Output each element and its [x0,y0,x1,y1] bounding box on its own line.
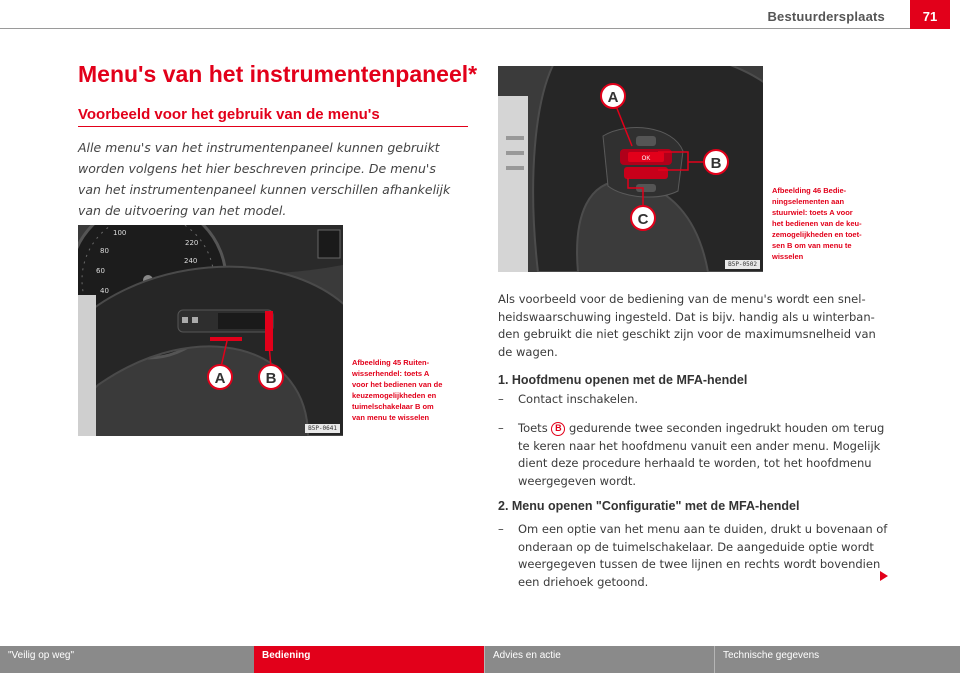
callout-b: B [265,370,277,387]
step-line: Om een optie van het menu aan te duiden, drukt u bovenaan of [518,522,888,536]
intro-line: van de uitvoering van het model. [78,203,287,218]
caption-line: zemogelijkheden en toet- [772,230,862,239]
step-text [518,420,893,490]
header-rule [0,28,910,29]
gauge-tick-label: 220 [185,239,199,247]
step-text: Contact inschakelen. [518,392,639,406]
figure-46-caption [772,185,882,262]
gauge-tick-label: 100 [113,229,127,237]
key-b-icon: B [551,422,565,436]
paragraph-line: den gebruikt die niet geschikt zijn voor de maximumsnelheid van [498,327,876,341]
intro-line: van het instrumentenpaneel kunnen verschillen afhankelijk [78,182,451,197]
step-line: te keren naar het hoofdmenu vanuit een ander menu. Mogelijk [518,438,881,453]
gauge-tick-label: 40 [100,287,109,295]
subtitle-rule [78,126,468,127]
figure-45-caption [352,357,462,423]
paragraph-line: de wagen. [498,344,558,359]
step-prefix: Toets [518,421,548,435]
step-line: weergegeven wordt. [518,473,637,488]
step-line: onderaan op de tuimelschakelaar. De aangeduide optie wordt [518,539,874,554]
intro-line: worden volgens het hier beschreven principe. De menu's [78,161,436,176]
figure-id: B5P-0641 [305,424,340,433]
figure-45-illustration [78,225,343,436]
step-heading-2: 2. Menu openen "Configuratie" met de MFA-hendel [498,499,800,513]
intro-text [78,137,473,221]
footer-nav [0,646,960,673]
figure-45-wiper-lever [78,225,343,436]
section-subtitle: Voorbeeld voor het gebruik van de menu's [78,106,380,123]
figure-46-steering-controls [498,66,763,272]
caption-line: Afbeelding 45 Ruiten- [352,358,430,367]
section-title: Bestuurdersplaats [767,9,885,24]
caption-line: Afbeelding 46 Bedie- [772,186,847,195]
step-line [518,420,893,438]
figure-46-illustration [498,66,763,272]
footer-tab-advice[interactable]: Advies en actie [484,646,714,673]
continue-arrow-icon [880,571,888,581]
intro-paragraph [498,291,893,361]
caption-line: wisserhendel: toets A [352,369,430,378]
intro-line: Alle menu's van het instrumentenpaneel kunnen gebruikt [78,140,440,155]
caption-line: stuurwiel: toets A voor [772,208,853,217]
caption-line: keuzemogelijkheden en [352,391,437,400]
gauge-tick-label: 80 [100,247,109,255]
caption-line: sen B om van menu te [772,241,852,250]
step-line: een driehoek getoond. [518,574,649,589]
ok-button-label: OK [641,156,651,162]
caption-line: van menu te wisselen [352,413,430,422]
dash-bullet: – [498,522,504,536]
callout-b: B [710,155,722,172]
caption-line: voor het bedienen van de [352,380,443,389]
callout-a: A [214,370,226,387]
paragraph-line: Als voorbeeld voor de bediening van de menu's wordt een snel- [498,292,866,306]
dash-bullet: – [498,421,504,435]
page-title: Menu's van het instrumentenpaneel* [78,61,478,87]
step-first-line: gedurende twee seconden ingedrukt houden om terug [569,421,885,435]
page-number: 71 [910,0,950,29]
gauge-tick-label: 60 [96,267,105,275]
step-text [518,521,893,591]
dash-bullet: – [498,392,504,406]
step-line: dient deze procedure herhaald te worden, tot het hoofdmenu [518,456,872,470]
footer-tab-safety[interactable]: "Veilig op weg" [8,650,75,661]
footer-tab-operation[interactable]: Bediening [254,646,484,673]
caption-line: het bedienen van de keu- [772,219,862,228]
caption-line: tuimelschakelaar B om [352,402,434,411]
callout-c: C [637,211,649,228]
caption-line: wisselen [772,252,804,261]
paragraph-line: heidswaarschuwing ingesteld. Dat is bijv. handig als u winterban- [498,309,875,324]
footer-tab-technical[interactable]: Technische gegevens [714,646,960,673]
step-line: weergegeven tussen de twee lijnen en rechts wordt bovendien [518,557,881,571]
step-heading-1: 1. Hoofdmenu openen met de MFA-hendel [498,373,748,387]
gauge-tick-label: 240 [184,257,198,265]
callout-a: A [607,89,619,106]
caption-line: ningselementen aan [772,197,845,206]
figure-id: B5P-0502 [725,260,760,269]
